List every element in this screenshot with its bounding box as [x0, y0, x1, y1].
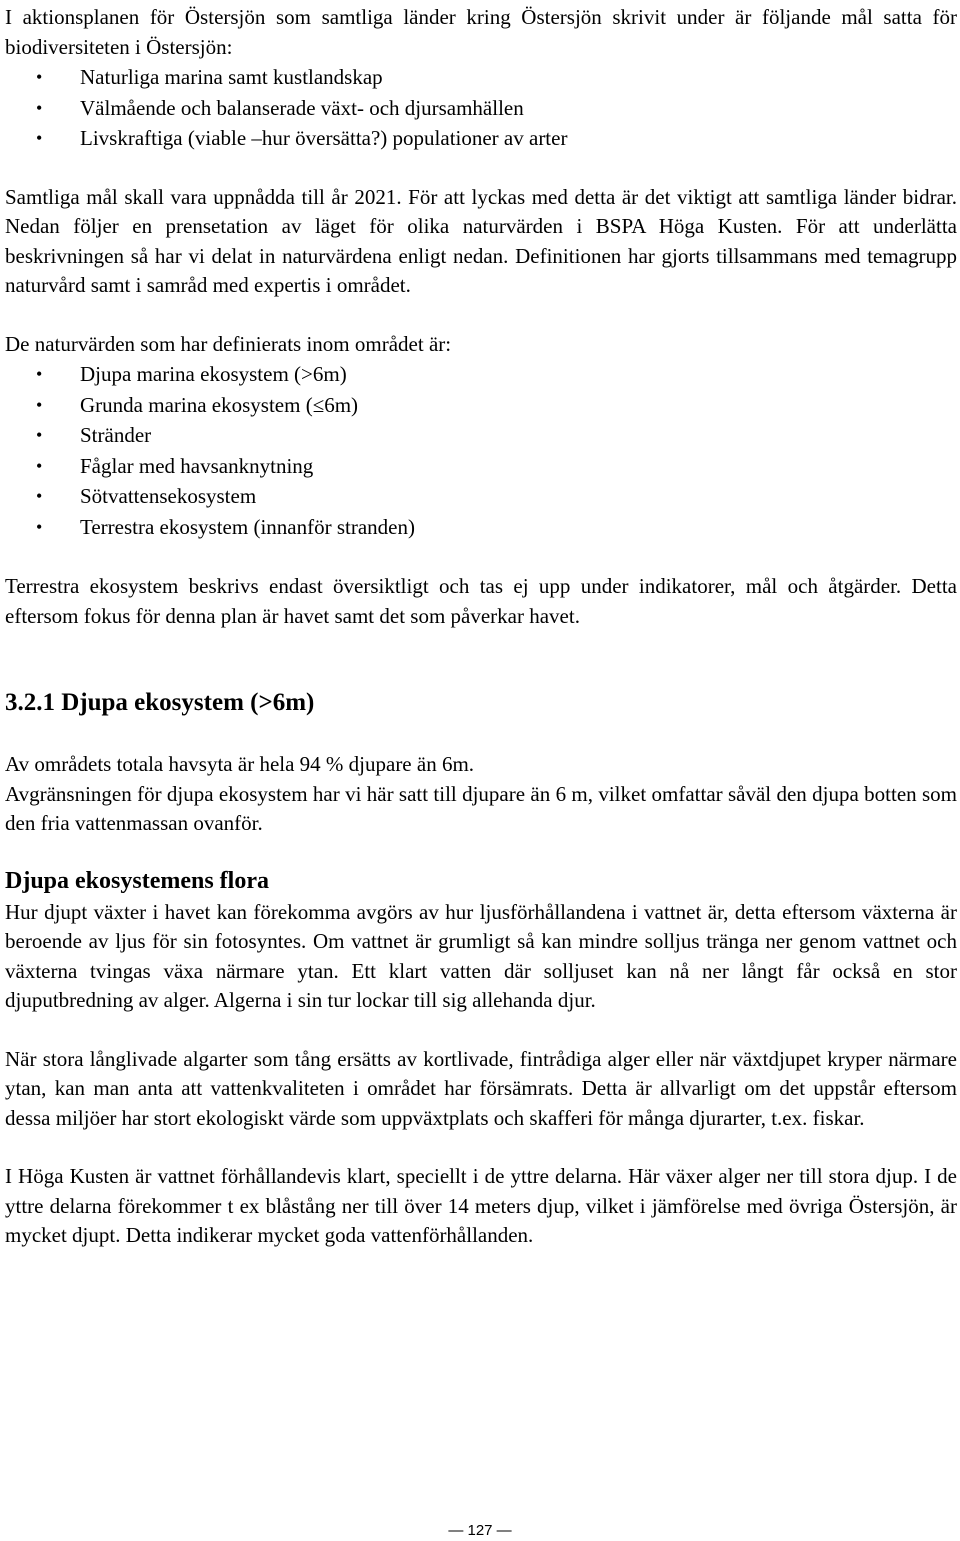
list-item: • Naturliga marina samt kustlandskap [5, 62, 957, 93]
list-item: • Fåglar med havsanknytning [5, 451, 957, 482]
intro-paragraph: I aktionsplanen för Östersjön som samtliga länder kring Östersjön skrivit under är följande mål satta för biodiversiteten i Östersjön: [5, 5, 957, 59]
flora-paragraph-2: När stora långlivade algarter som tång ersätts av kortlivade, fintrådiga alger eller när växtdjupet kryper närmare ytan, kan man anta att vattenkvaliteten i området har försämrats. Detta är allvarligt om det uppstår eftersom dessa miljöer har stort ekologiskt värde som uppväxtplats och skafferi för många djurarter, t.ex. fiskar. [5, 1046, 957, 1130]
list-item: • Grunda marina ekosystem (≤6m) [5, 390, 957, 421]
delimitation-paragraph: Avgränsningen för djupa ekosystem har vi här satt till djupare än 6 m, vilket omfattar såväl den djupa botten som den fria vattenmassan ovanför. [5, 781, 957, 835]
document-page [5, 0, 957, 1251]
bullet-icon: • [36, 97, 43, 118]
list-item: • Terrestra ekosystem (innanför stranden) [5, 512, 957, 543]
bullet-icon: • [36, 128, 43, 148]
list-item: • Stränder [5, 420, 957, 451]
list-item: • Livskraftiga (viable –hur översätta?) populationer av arter [5, 123, 957, 154]
values-intro: De naturvärden som har definierats inom området är: [5, 331, 452, 356]
section-heading: 3.2.1 Djupa ekosystem (>6m) [5, 689, 315, 716]
bullet-icon: • [36, 425, 43, 445]
footer-dash-right: — [492, 1522, 512, 1539]
area-paragraph: Av områdets totala havsyta är hela 94 % djupare än 6m. [5, 752, 475, 776]
list-item: • Sötvattensekosystem [5, 481, 957, 512]
goals-paragraph: Samtliga mål skall vara uppnådda till år 2021. För att lyckas med detta är det viktigt att samtliga länder bidrar. Nedan följer en prensetation av läget för olika naturvärden i BSPA Höga Kusten. För att underlätta beskrivningen så har vi delat in naturvärdena enligt nedan. Definitionen har gjorts tillsammans med temagrupp naturvård samt i samråd med expertis i området. [5, 184, 957, 297]
footer-dash-left: — [448, 1522, 468, 1539]
page-number: 127 [467, 1522, 493, 1539]
bullet-icon: • [36, 455, 43, 476]
bullet-icon: • [36, 486, 43, 506]
bullet-icon: • [36, 394, 43, 415]
bullet-icon: • [36, 516, 43, 537]
terrestrial-paragraph: Terrestra ekosystem beskrivs endast översiktligt och tas ej upp under indikatorer, mål och åtgärder. Detta eftersom fokus för denna plan är havet samt det som påverkar havet. [5, 574, 957, 628]
page-footer [0, 1522, 960, 1540]
bullet-icon: • [36, 67, 43, 87]
list-item: • Djupa marina ekosystem (>6m) [5, 359, 957, 390]
values-list [5, 359, 957, 542]
flora-paragraph-1: Hur djupt växter i havet kan förekomma avgörs av hur ljusförhållandena i vattnet är, detta eftersom växterna är beroende av ljus för sin fotosyntes. Om vattnet är grumligt så kan mindre solljus tränga ner genom vattnet och växterna tvingas växa närmare ytan. Ett klart vatten där solljuset kan nå ner långt får också en stor djuputbredning av alger. Algerna i sin tur lockar till sig allehanda djur. [5, 899, 957, 1012]
list-item: • Välmående och balanserade växt- och djursamhällen [5, 93, 957, 124]
flora-paragraph-3: I Höga Kusten är vattnet förhållandevis klart, speciellt i de yttre delarna. Här växer alger ner till stora djup. I de yttre delarna förekommer t ex blåstång ner till över 14 meters djup, vilket i jämförelse med övriga Östersjön, är mycket djupt. Detta indikerar mycket goda vattenförhållanden. [5, 1164, 957, 1247]
bullet-icon: • [36, 364, 43, 384]
subsection-heading: Djupa ekosystemens flora [5, 867, 269, 894]
goals-list [5, 62, 957, 154]
